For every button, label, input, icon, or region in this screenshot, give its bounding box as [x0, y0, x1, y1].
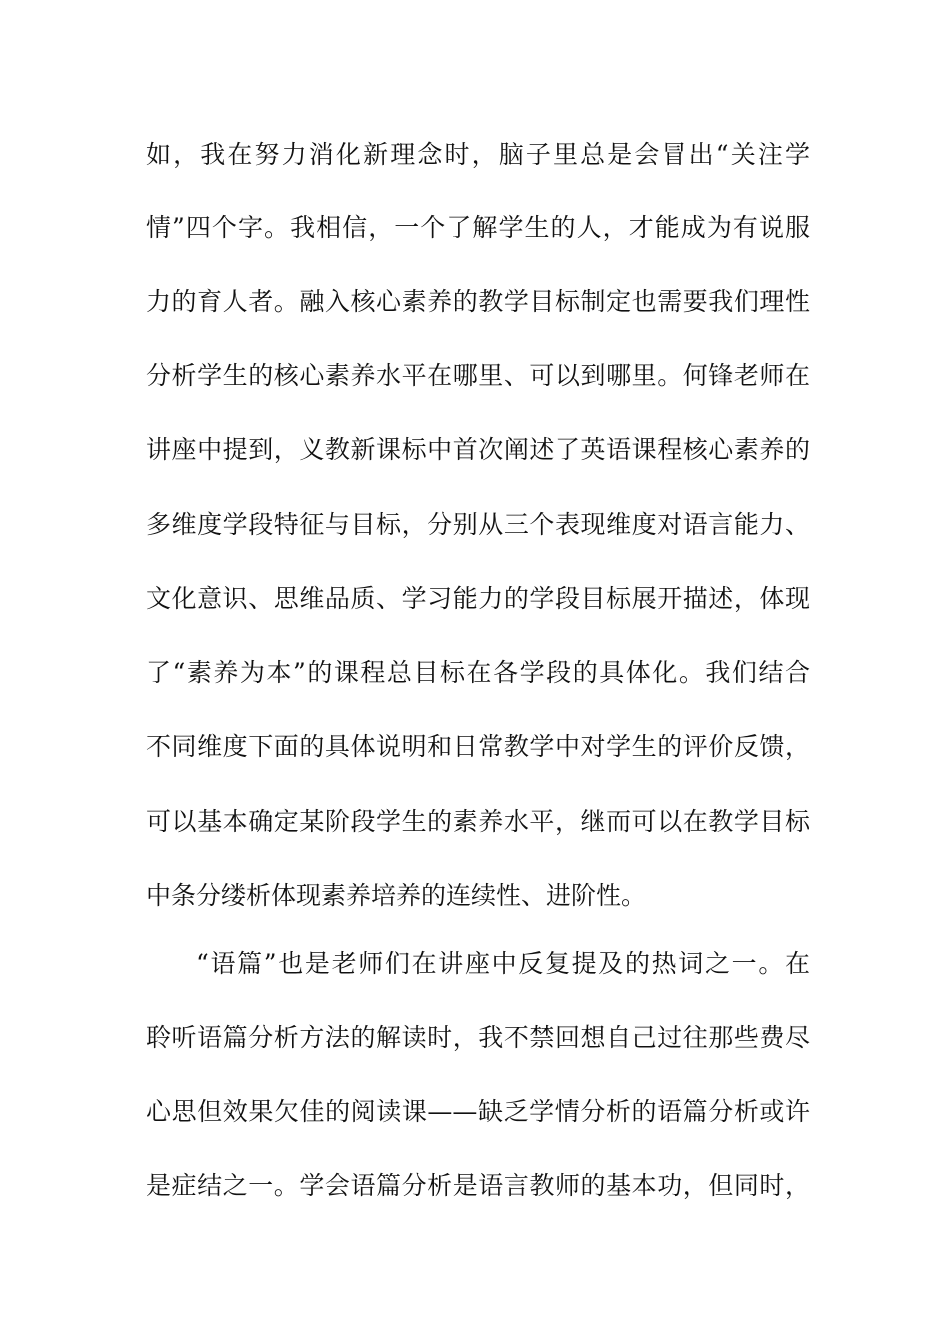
text-line: 如，我在努力消化新理念时，脑子里总是会冒出“关注学: [146, 140, 810, 169]
text-line: 多维度学段特征与目标，分别从三个表现维度对语言能力、: [146, 510, 810, 539]
text-line: 了“素养为本”的课程总目标在各学段的具体化。我们结合: [146, 658, 810, 687]
text-line: 心思但效果欠佳的阅读课——缺乏学情分析的语篇分析或许: [146, 1097, 810, 1126]
text-line: 是症结之一。学会语篇分析是语言教师的基本功，但同时，: [146, 1171, 810, 1200]
text-line: 聆听语篇分析方法的解读时，我不禁回想自己过往那些费尽: [146, 1023, 810, 1052]
text-line: 可以基本确定某阶段学生的素养水平，继而可以在教学目标: [146, 807, 810, 836]
text-line: 力的育人者。融入核心素养的教学目标制定也需要我们理性: [146, 287, 810, 316]
text-line: 情”四个字。我相信，一个了解学生的人，才能成为有说服: [146, 213, 810, 242]
text-line: 不同维度下面的具体说明和日常教学中对学生的评价反馈，: [146, 732, 810, 761]
text-line: 讲座中提到，义教新课标中首次阐述了英语课程核心素养的: [146, 435, 810, 464]
text-line: “语篇”也是老师们在讲座中反复提及的热词之一。在: [196, 949, 810, 978]
text-line: 分析学生的核心素养水平在哪里、可以到哪里。何锋老师在: [146, 361, 810, 390]
text-line: 中条分缕析体现素养培养的连续性、进阶性。: [146, 881, 647, 910]
text-line: 文化意识、思维品质、学习能力的学段目标展开描述，体现: [146, 584, 810, 613]
